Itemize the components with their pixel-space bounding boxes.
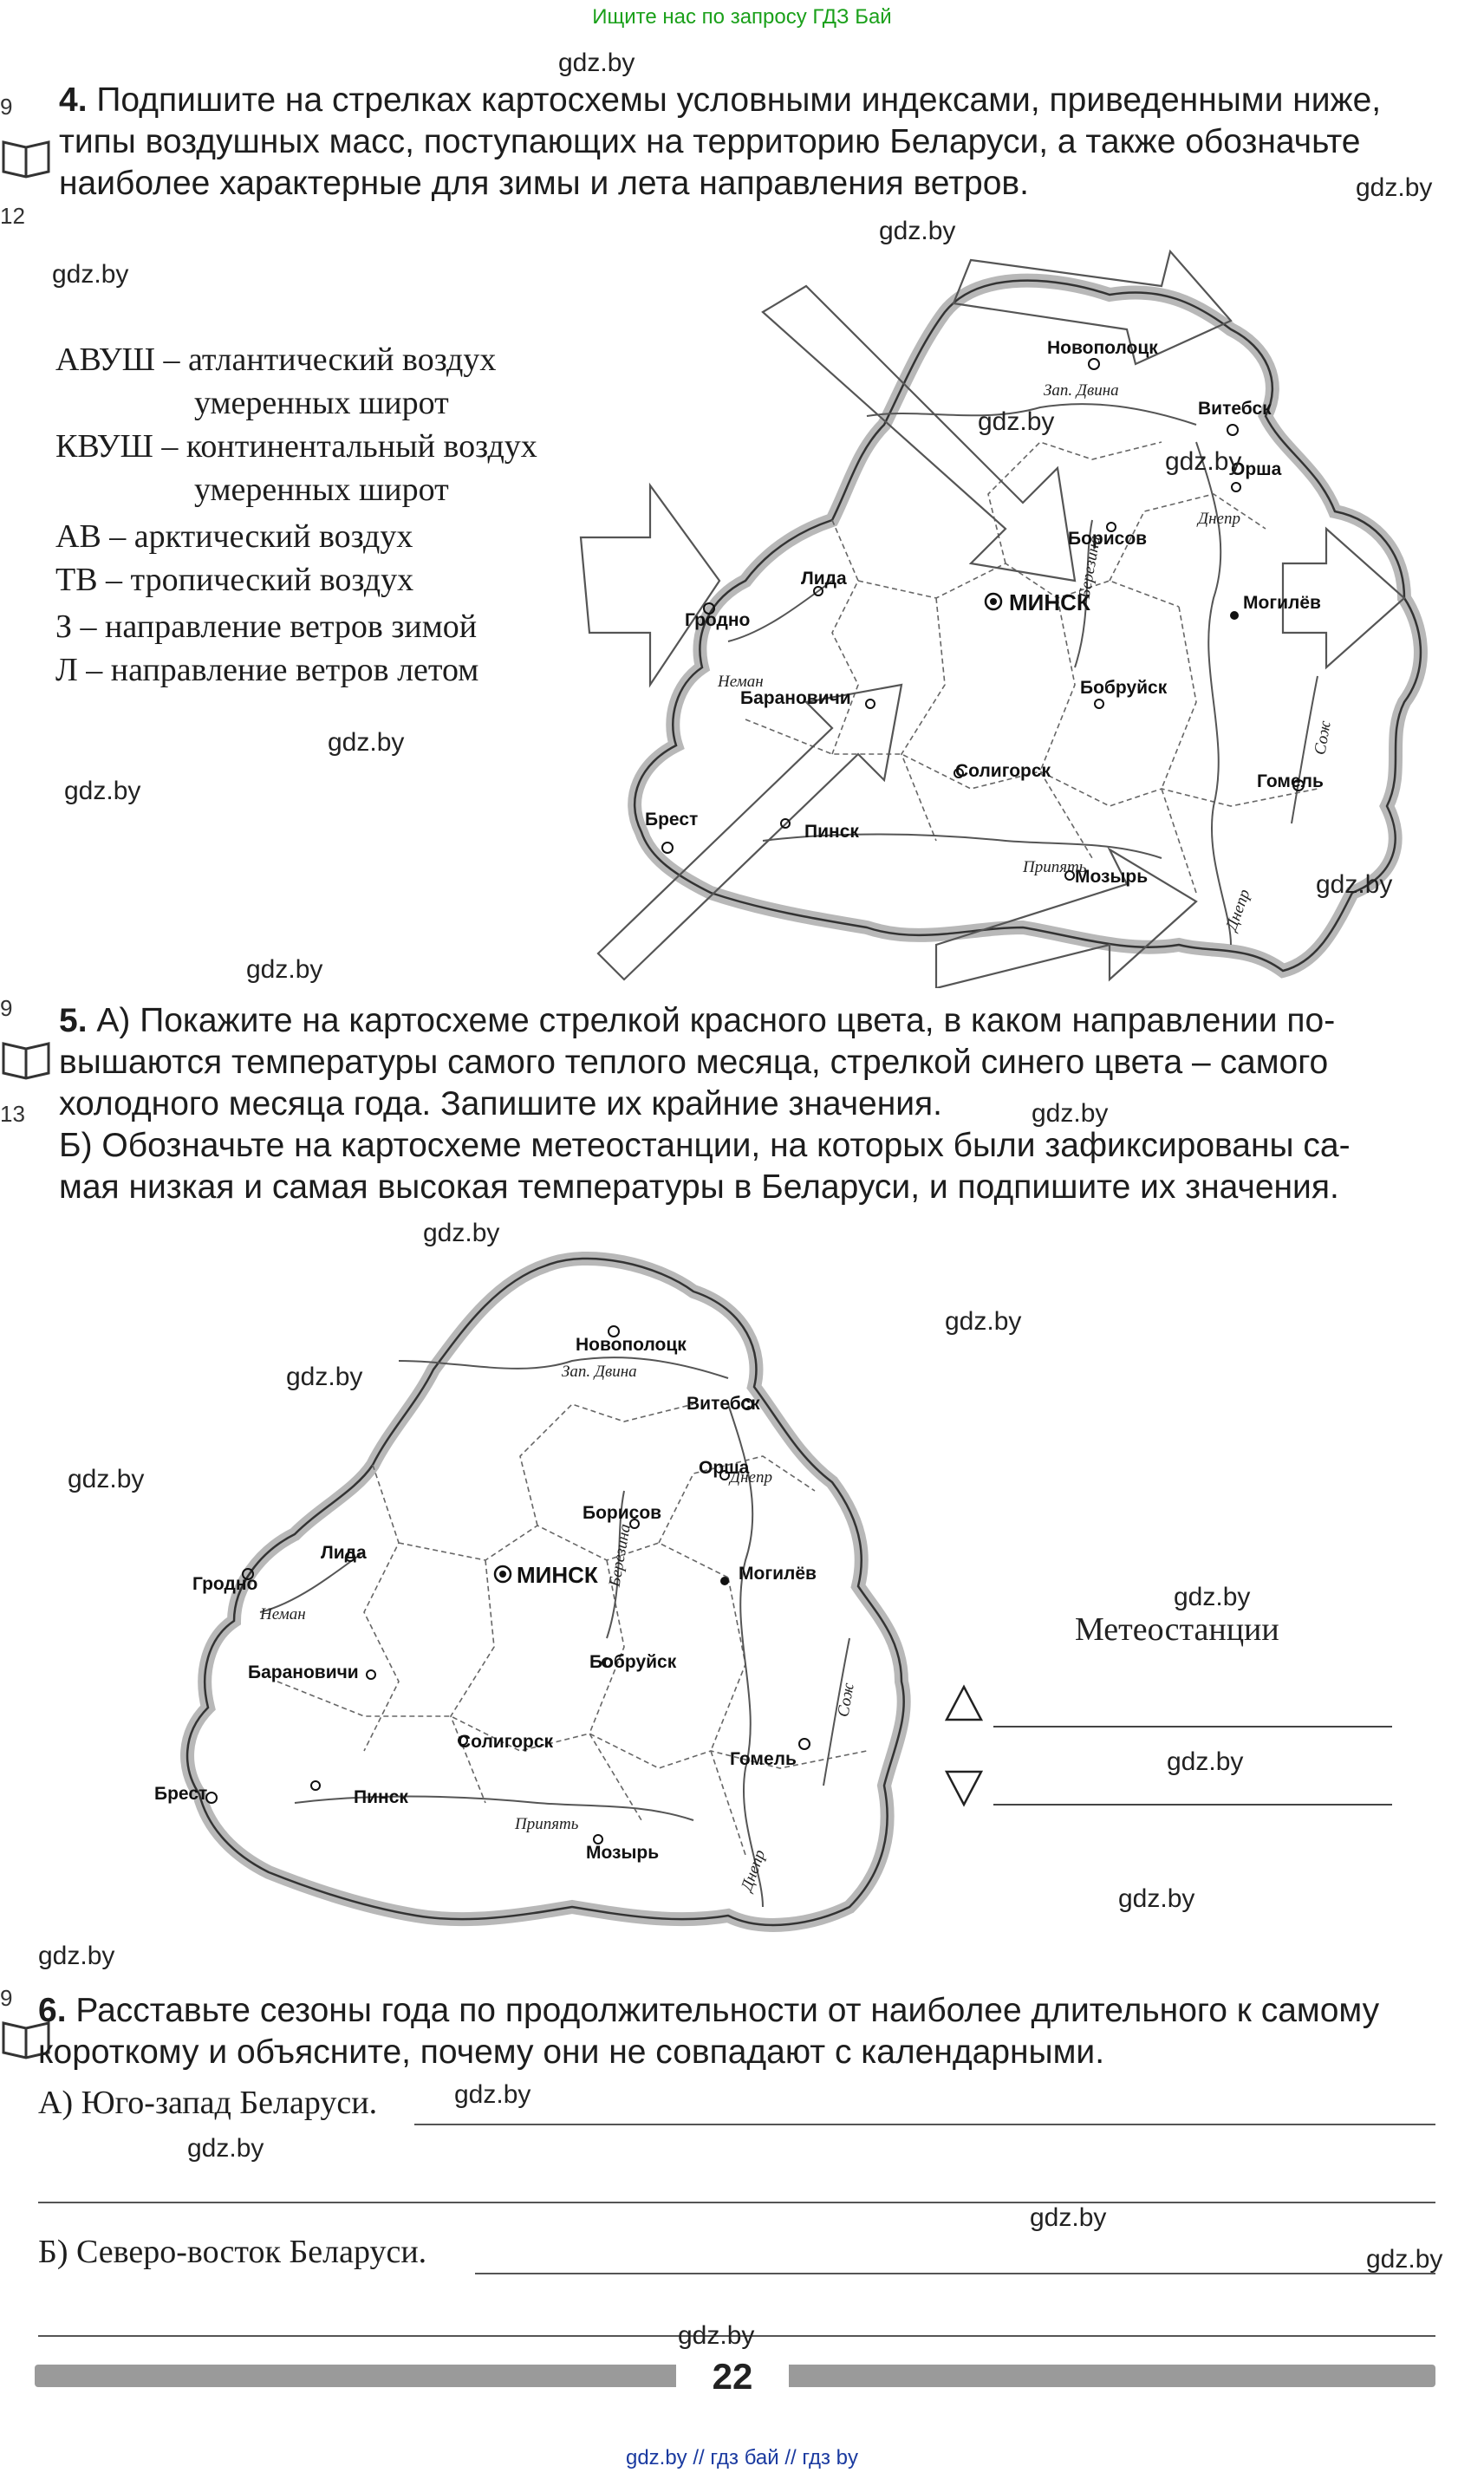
task6-text [38, 1990, 1460, 2073]
city-label: Могилёв [1243, 593, 1321, 613]
city-label: Бобруйск [589, 1652, 677, 1672]
city-label: Пинск [804, 822, 859, 842]
city-label: Мозырь [586, 1843, 660, 1863]
watermark: gdz.by [678, 2321, 755, 2350]
task6-line: Расставьте сезоны года по продолжительности от наиболее длительного к самому [75, 1992, 1380, 2029]
city-label: Гродно [192, 1574, 258, 1594]
task5-line: мая низкая и самая высокая температуры в Беларуси, и подпишите их значения. [59, 1168, 1339, 1206]
task6-line: короткому и объясните, почему они не совпадают с календарными. [38, 2033, 1105, 2071]
capital-label: МИНСК [1009, 589, 1090, 615]
page-number: 22 [676, 2356, 789, 2396]
task4-legend [55, 338, 537, 692]
watermark: gdz.by [38, 1942, 115, 1970]
watermark: gdz.by [187, 2134, 264, 2163]
side-page-ref: 13 [0, 1101, 25, 1127]
city-label: Орша [699, 1458, 750, 1478]
watermark: gdz.by [1030, 2203, 1107, 2232]
side-page-ref: 9 [0, 995, 13, 1021]
watermark: gdz.by [1316, 870, 1393, 899]
watermark: gdz.by [52, 260, 129, 289]
task4-line: наиболее характерные для зимы и лета направления ветров. [59, 165, 1029, 202]
city-label: Орша [1231, 459, 1282, 479]
answer-line[interactable] [475, 2273, 1435, 2274]
city-label: Солигорск [955, 761, 1051, 781]
watermark: gdz.by [1174, 1583, 1251, 1611]
city-label: Витебск [687, 1394, 760, 1414]
river-label: Днепр [1198, 510, 1240, 528]
watermark: gdz.by [1167, 1747, 1244, 1776]
legend-item: З – направление ветров зимой [55, 608, 478, 645]
watermark: gdz.by [454, 2080, 531, 2109]
river-label: Днепр [730, 1468, 772, 1487]
city-label: Брест [154, 1784, 208, 1804]
watermark: gdz.by [879, 217, 956, 245]
city-label: Лида [321, 1543, 367, 1563]
city-label: Солигорск [458, 1732, 554, 1752]
city-label: Новополоцк [1047, 338, 1158, 358]
river-label: Днепр [737, 1847, 770, 1894]
city-label: Барановичи [248, 1662, 359, 1682]
city-label: Пинск [354, 1787, 408, 1807]
bottom-links[interactable]: gdz.by // гдз бай // гдз by [625, 2446, 859, 2469]
city-label: Борисов [1068, 529, 1148, 549]
watermark: gdz.by [945, 1307, 1022, 1336]
city-label: Борисов [583, 1503, 662, 1523]
city-label: Могилёв [739, 1564, 817, 1584]
watermark: gdz.by [1366, 2245, 1443, 2274]
city-label: Мозырь [1075, 867, 1149, 887]
river-label: Сож [834, 1681, 858, 1719]
city-label: Гомель [730, 1749, 797, 1769]
task5-line: вышаются температуры самого теплого месяца, стрелкой синего цвета – самого [59, 1044, 1329, 1081]
task4-number: 4. [59, 81, 88, 119]
side-page-ref: 9 [0, 94, 13, 120]
city-label: Гродно [685, 610, 751, 630]
river-label: Зап. Двина [562, 1363, 637, 1381]
task5-line: Б) Обозначьте на картосхеме метеостанции, на которых были зафиксированы са- [59, 1127, 1351, 1164]
watermark: gdz.by [286, 1363, 363, 1391]
side-page-ref: 12 [0, 203, 25, 229]
city-label: Лида [801, 569, 847, 589]
side-page-ref: 9 [0, 1985, 13, 2011]
answer-line[interactable] [414, 2124, 1435, 2125]
watermark: gdz.by [328, 728, 405, 757]
legend-item: АВУШ – атлантический воздух [55, 342, 497, 378]
river-label: Сож [1311, 719, 1335, 757]
city-label: Барановичи [740, 688, 851, 708]
watermark: gdz.by [68, 1465, 145, 1493]
watermark: gdz.by [1165, 447, 1242, 476]
city-label: Брест [645, 810, 699, 830]
city-label: Витебск [1198, 399, 1272, 419]
task4-line: Подпишите на стрелках картосхемы условными индексами, приведенными ниже, [96, 81, 1382, 119]
belarus-map-meteo [139, 1231, 954, 1959]
capital-label: МИНСК [517, 1562, 598, 1588]
legend-item: АВ – арктический воздух [55, 518, 413, 555]
task5-line: холодного месяца года. Запишите их крайние значения. [59, 1085, 943, 1122]
river-label: Припять [515, 1815, 579, 1833]
city-label: Гомель [1257, 771, 1324, 791]
watermark: gdz.by [423, 1219, 500, 1247]
task6-b-label: Б) Северо-восток Беларуси. [38, 2234, 427, 2270]
meteo-title: Метеостанции [1075, 1611, 1279, 1648]
river-label: Зап. Двина [1044, 381, 1119, 400]
triangle-up-icon [947, 1687, 981, 1720]
legend-item: ТВ – тропический воздух [55, 562, 414, 598]
legend-item: КВУШ – континентальный воздух [55, 428, 537, 465]
legend-item: Л – направление ветров летом [55, 652, 479, 688]
task4-line: типы воздушных масс, поступающих на территорию Беларуси, а также обозначьте [59, 123, 1361, 160]
top-banner[interactable]: Ищите нас по запросу ГДЗ Бай [592, 5, 892, 29]
book-icon [0, 130, 55, 182]
task6-number: 6. [38, 1992, 67, 2029]
task5-text [59, 1000, 1463, 1208]
river-label: Березина [605, 1522, 635, 1589]
book-icon [0, 1031, 55, 1083]
task4-text [59, 80, 1463, 205]
triangle-down-icon [947, 1772, 981, 1805]
river-label: Березина [1075, 534, 1105, 601]
river-label: Неман [260, 1605, 306, 1623]
answer-line[interactable] [38, 2202, 1435, 2203]
watermark: gdz.by [1118, 1884, 1195, 1913]
watermark: gdz.by [1356, 173, 1433, 202]
task5-number: 5. [59, 1002, 88, 1039]
river-label: Припять [1023, 858, 1087, 876]
watermark: gdz.by [64, 777, 141, 805]
legend-item: умеренных широт [194, 472, 449, 508]
watermark: gdz.by [1032, 1099, 1109, 1128]
task5-line: А) Покажите на картосхеме стрелкой красного цвета, в каком направлении по- [96, 1002, 1336, 1039]
watermark: gdz.by [246, 955, 323, 984]
river-label: Неман [718, 673, 764, 691]
river-label: Днепр [1222, 887, 1254, 934]
task6-a-label: А) Юго-запад Беларуси. [38, 2085, 378, 2121]
watermark: gdz.by [558, 49, 635, 77]
city-label: Бобруйск [1080, 678, 1168, 698]
watermark: gdz.by [978, 407, 1055, 436]
legend-item: умеренных широт [194, 385, 449, 421]
city-label: Новополоцк [576, 1335, 687, 1355]
